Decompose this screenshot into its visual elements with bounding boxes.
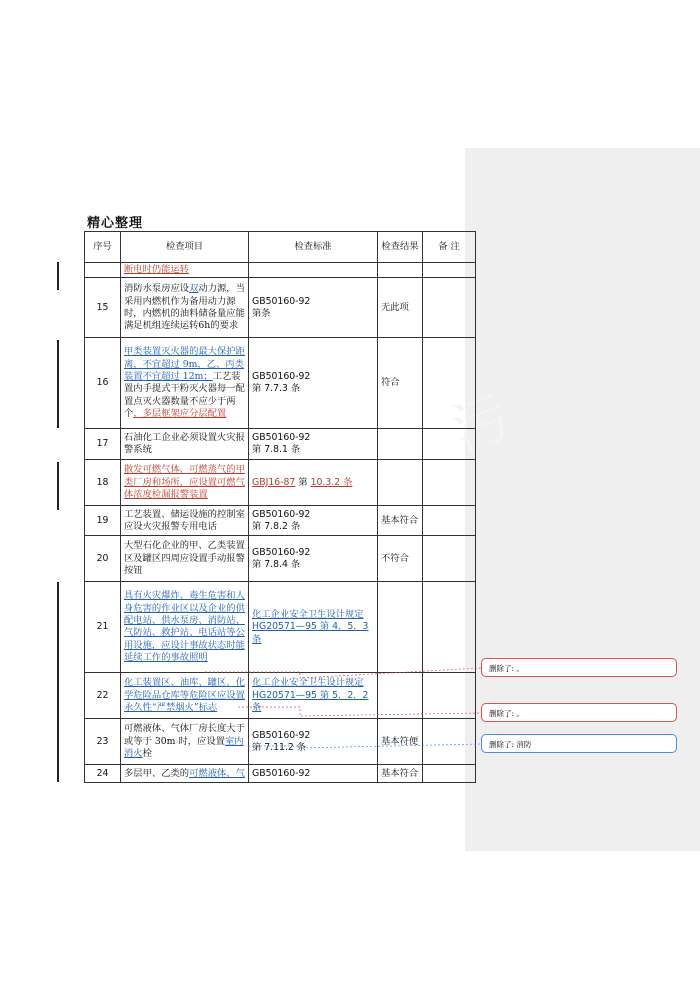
- col-header-standard: 检查标准: [249, 232, 378, 263]
- check-result: 基本符合: [378, 506, 423, 536]
- row-number: 16: [85, 338, 121, 429]
- check-standard: GB50160-92 第 7.8.2 条: [249, 506, 378, 536]
- row-number: 17: [85, 429, 121, 460]
- check-standard: GB50160-92 第 7.8.4 条: [249, 536, 378, 582]
- col-header-no: 序号: [85, 232, 121, 263]
- check-result: [378, 582, 423, 673]
- check-item: 化工装置区、油库、罐区、化学危险品仓库等危险区应设置永久性“严禁烟火”标志: [121, 673, 249, 719]
- table-row: [85, 263, 476, 278]
- check-standard: 化工企业安全卫生设计规定HG20571—95 第 4．5．3 条: [249, 582, 378, 673]
- row-number: 18: [85, 460, 121, 506]
- table-row: [85, 429, 476, 460]
- check-item: 可燃液体、气体厂房长度大于或等于 30m 时，应设置室内消火栓: [121, 719, 249, 765]
- check-result: 无此项: [378, 278, 423, 338]
- check-standard: GB50160-92 第 7.7.3 条: [249, 338, 378, 429]
- table-header-row: [85, 232, 476, 263]
- check-item: 甲类装置灭火器的最大保护距离，不宜超过 9m，乙、丙类装置不宜超过 12m；工艺装置内手提式干粉灭火器每一配置点灭火器数量不应少于两个，多层框架应分层配置: [121, 338, 249, 429]
- check-result: 不符合: [378, 536, 423, 582]
- check-result: 基本符便: [378, 719, 423, 765]
- check-result: [378, 673, 423, 719]
- col-header-item: 检查项目: [121, 232, 249, 263]
- table-row: [85, 460, 476, 506]
- check-result: [378, 429, 423, 460]
- row-number: 21: [85, 582, 121, 673]
- row-number: 19: [85, 506, 121, 536]
- check-item: 消防水泵房应设双动力源，当采用内燃机作为备用动力源时，内燃机的油料储备量应能满足机组连续运转6h的要求: [121, 278, 249, 338]
- check-item: 石油化工企业必须设置火灾报警系统: [121, 429, 249, 460]
- table-row: [85, 673, 476, 719]
- table-row: [85, 536, 476, 582]
- row-number: 24: [85, 765, 121, 783]
- inserted-text: 断电时仍能运转: [124, 264, 190, 275]
- check-item: 多层甲、乙类的可燃液体、气: [121, 765, 249, 783]
- row-number: 20: [85, 536, 121, 582]
- check-standard: GB50160-92: [249, 765, 378, 783]
- check-result: 符合: [378, 338, 423, 429]
- check-result: 基本符合: [378, 765, 423, 783]
- page-title: 精心整理: [87, 216, 144, 231]
- table-row: [85, 278, 476, 338]
- check-result: [378, 460, 423, 506]
- table-row: [85, 582, 476, 673]
- check-item: 工艺装置、储运设施的控制室应设火灾报警专用电话: [121, 506, 249, 536]
- table-row: [85, 765, 476, 783]
- check-item: 散发可燃气体、可燃蒸气的甲类厂房和场所，应设置可燃气体浓度检漏报警装置: [121, 460, 249, 506]
- check-standard: 化工企业安全卫生设计规定HG20571—95 第 5．2．2 条: [249, 673, 378, 719]
- check-standard: GB50160-92 第 7.8.1 条: [249, 429, 378, 460]
- change-bar: [57, 262, 59, 290]
- comment-balloon-deleted-period[interactable]: 删除了: 。: [481, 658, 677, 677]
- change-bar: [57, 582, 59, 782]
- check-standard: GB50160-92 第条: [249, 278, 378, 338]
- check-item: 具有火灾爆炸、毒生危害和人身危害的作业区以及企业的供配电站、供水泵房、消防站、气防站、救护站、电话站等公用设施，应设计事故状态时能延续工作的事故照明: [121, 582, 249, 673]
- change-bar: [57, 462, 59, 510]
- check-standard: GB50160-92 第 7.11.2 条: [249, 719, 378, 765]
- table-row: [85, 506, 476, 536]
- check-item: 大型石化企业的甲、乙类装置区及罐区四周应设置手动报警按钮: [121, 536, 249, 582]
- comment-balloon-deleted-period[interactable]: 删除了: 。: [481, 703, 677, 722]
- watermark: 污: [444, 384, 519, 465]
- col-header-result: 检查结果: [378, 232, 423, 263]
- row-number: 15: [85, 278, 121, 338]
- row-number: 22: [85, 673, 121, 719]
- row-number: 23: [85, 719, 121, 765]
- col-header-note: 备 注: [423, 232, 476, 263]
- table-row: [85, 338, 476, 429]
- table-row: [85, 719, 476, 765]
- comment-balloon-deleted-xiaofang[interactable]: 删除了: 消防: [481, 734, 677, 753]
- inspection-table: [84, 231, 476, 783]
- change-bar: [57, 340, 59, 428]
- check-standard: GBJ16-87 第 10.3.2 条: [249, 460, 378, 506]
